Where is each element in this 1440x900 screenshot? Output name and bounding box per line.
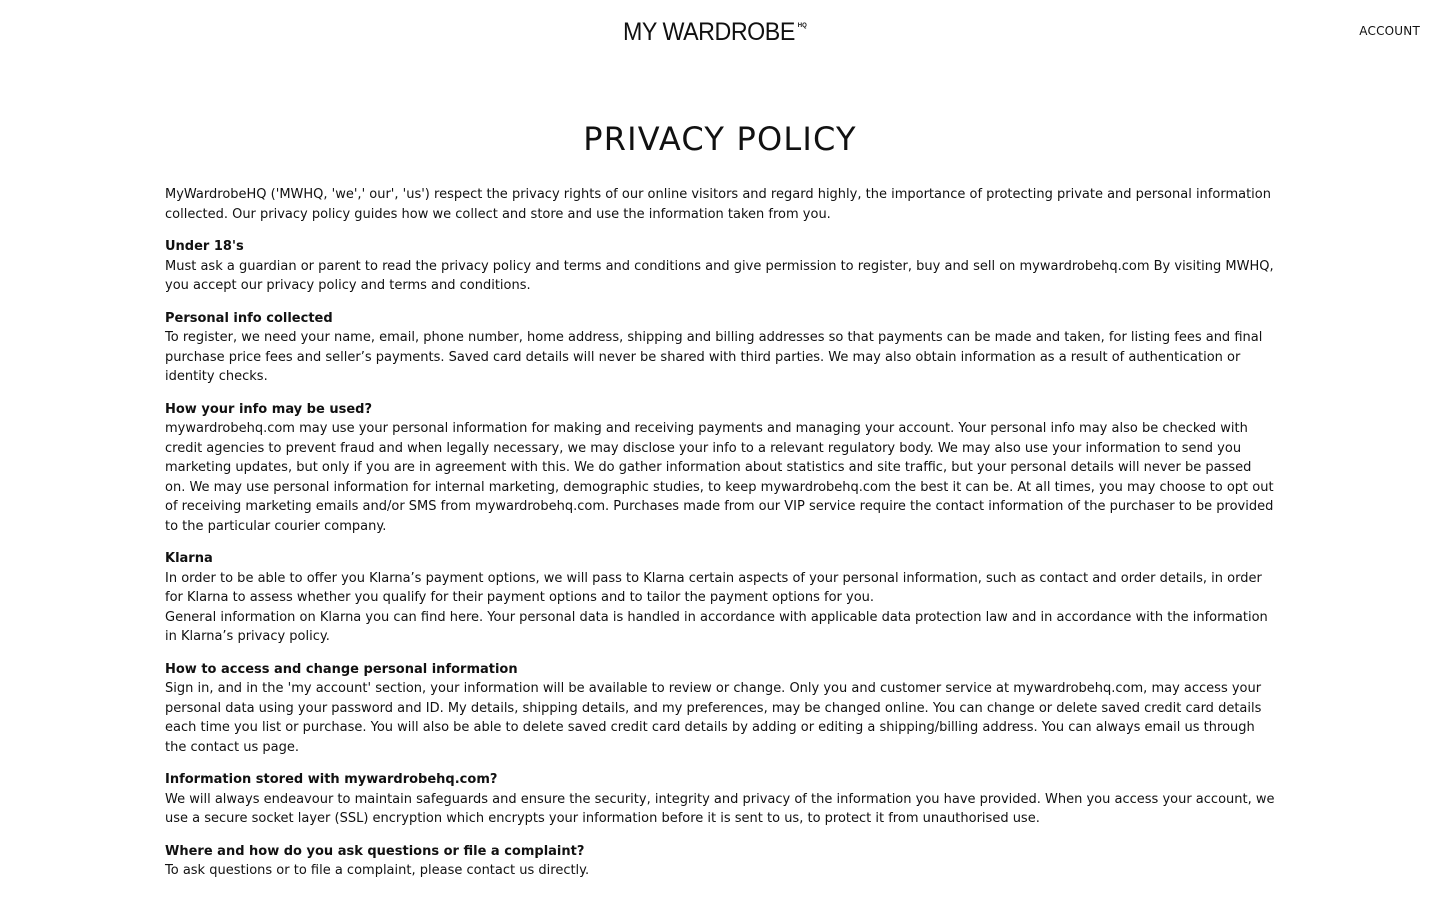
section-body: Sign in, and in the 'my account' section, your information will be available to review or change. Only you and customer service at mywardrobehq.com, may access your personal data using your password and ID. My details, shipping details, and my preferences, may be changed online. You can change or delete saved credit card details each time you list or purchase. You will also be able to delete saved credit card details by adding or editing a shipping/billing address. You can always email us through the contact us page. xyxy=(165,681,1262,755)
page-title: PRIVACY POLICY xyxy=(583,120,857,158)
section-info-stored xyxy=(165,770,1275,829)
section-heading: Where and how do you ask questions or file a complaint? xyxy=(165,843,585,859)
section-access-change xyxy=(165,660,1275,758)
intro-paragraph: MyWardrobeHQ ('MWHQ, 'we',' our', 'us') respect the privacy rights of our online visitors and regard highly, the importance of protecting private and personal information collected. Our privacy policy guides how we collect and store and use the information taken from you. xyxy=(165,187,1271,222)
section-body-secondary: General information on Klarna you can find here. Your personal data is handled in accordance with applicable data protection law and in accordance with the information in Klarna’s privacy policy. xyxy=(165,609,1268,644)
section-heading: Personal info collected xyxy=(165,310,333,326)
section-heading: How to access and change personal information xyxy=(165,661,518,677)
section-personal-info xyxy=(165,309,1275,387)
site-logo[interactable] xyxy=(623,18,807,46)
section-body: To ask questions or to file a complaint, please contact us directly. xyxy=(165,863,590,878)
section-klarna xyxy=(165,549,1275,647)
site-header xyxy=(0,0,1440,64)
section-info-usage xyxy=(165,400,1275,537)
logo-text: MY WARDROBE xyxy=(623,18,795,46)
section-body: We will always endeavour to maintain safeguards and ensure the security, integrity and privacy of the information you have provided. When you access your account, we use a secure socket layer (SSL) encryption which encrypts your information before it is sent to us, to protect it from unauthorised use. xyxy=(165,791,1275,826)
logo-superscript: HQ xyxy=(797,23,807,29)
main-content xyxy=(165,119,1275,881)
section-heading: How your info may be used? xyxy=(165,401,372,417)
section-body: In order to be able to offer you Klarna’s payment options, we will pass to Klarna certain aspects of your personal information, such as contact and order details, in order for Klarna to assess whether you qualify for their payment options and to tailor the payment options for you. xyxy=(165,570,1262,605)
section-under-18 xyxy=(165,237,1275,296)
account-link[interactable]: ACCOUNT xyxy=(1359,24,1420,38)
policy-content xyxy=(165,185,1275,881)
section-heading: Under 18's xyxy=(165,239,244,254)
section-body: mywardrobehq.com may use your personal information for making and receiving payments and managing your account. Your personal info may also be checked with credit agencies to prevent fraud and when legally necessary, we may disclose your info to a relevant regulatory body. We may also use your information to send you marketing updates, but only if you are in agreement with this. We do gather information about statistics and site traffic, but your personal details will never be passed on. We may use personal information for internal marketing, demographic studies, to keep mywardrobehq.com the best it can be. At all times, you may choose to opt out of receiving marketing emails and/or SMS from mywardrobehq.com. Purchases made from our VIP service require the contact information of the purchaser to be provided to the particular courier company. xyxy=(165,421,1274,534)
section-heading: Information stored with mywardrobehq.com? xyxy=(165,772,498,787)
section-complaints xyxy=(165,842,1275,881)
section-body: To register, we need your name, email, phone number, home address, shipping and billing addresses so that payments can be made and taken, for listing fees and final purchase price fees and seller’s payments. Saved card details will never be shared with third parties. We may also obtain information as a result of authentication or identity checks. xyxy=(165,330,1263,384)
section-body: Must ask a guardian or parent to read the privacy policy and terms and conditions and give permission to register, buy and sell on mywardrobehq.com By visiting MWHQ, you accept our privacy policy and terms and conditions. xyxy=(165,258,1274,293)
section-heading: Klarna xyxy=(165,551,213,566)
